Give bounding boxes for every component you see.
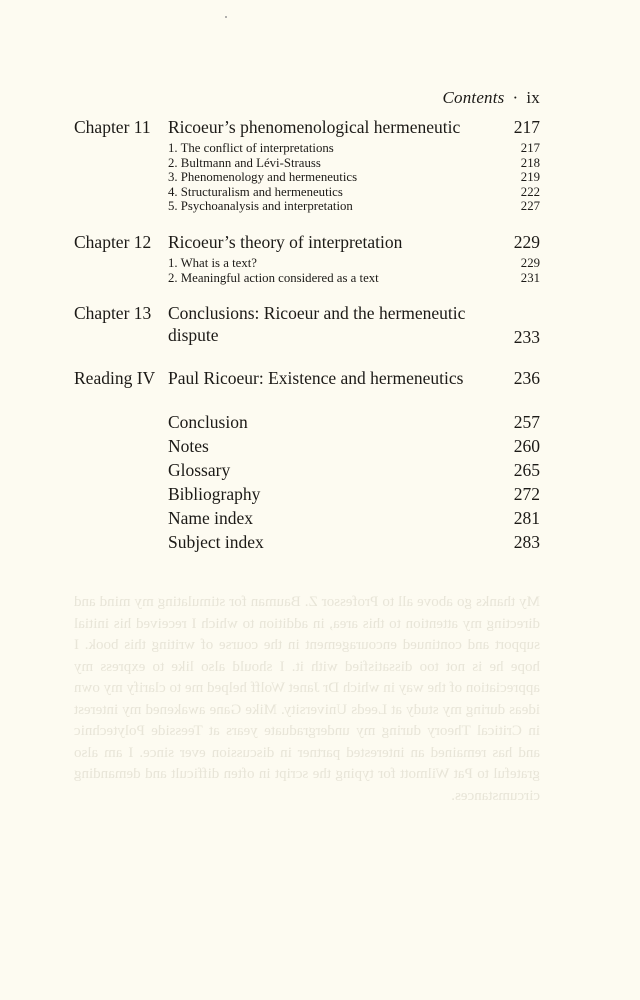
- section-page: 229: [520, 256, 540, 270]
- section-page: 222: [520, 184, 540, 199]
- back-matter-page: 257: [513, 412, 540, 432]
- toc-chapter-11: [74, 117, 540, 214]
- back-matter-page: 260: [513, 436, 540, 456]
- back-matter-page: 265: [513, 460, 540, 480]
- reading-label: Reading IV: [74, 368, 156, 388]
- chapter-page: 229: [513, 232, 540, 252]
- section-entry: [74, 271, 540, 286]
- chapter-label: Chapter 12: [74, 232, 152, 252]
- back-matter-page: 281: [513, 508, 540, 528]
- chapter-page: 217: [513, 117, 540, 137]
- back-matter-entry: [74, 460, 540, 484]
- back-matter-title[interactable]: Subject index: [168, 532, 264, 552]
- chapter-heading: [74, 117, 540, 141]
- section-title[interactable]: 5. Psychoanalysis and interpretation: [168, 199, 353, 213]
- back-matter-list: [74, 412, 540, 556]
- page-number: ix: [526, 88, 540, 107]
- back-matter-entry: [74, 508, 540, 532]
- reading-page: 236: [513, 368, 540, 388]
- chapter-label: Chapter 11: [74, 117, 151, 137]
- running-head-title: Contents: [442, 88, 505, 107]
- chapter-label: Chapter 13: [74, 303, 152, 323]
- toc-chapter-13: [74, 303, 540, 349]
- toc-reading-iv: [74, 368, 540, 392]
- section-page: 218: [520, 155, 540, 170]
- chapter-title-line2[interactable]: dispute: [168, 325, 219, 345]
- back-matter-title[interactable]: Notes: [168, 436, 209, 456]
- back-matter-title[interactable]: Bibliography: [168, 484, 261, 504]
- section-title[interactable]: 2. Meaningful action considered as a text: [168, 270, 379, 285]
- section-page: 219: [520, 170, 540, 184]
- section-title[interactable]: 1. The conflict of interpretations: [168, 141, 334, 155]
- section-title[interactable]: 3. Phenomenology and hermeneutics: [168, 170, 358, 184]
- section-entry: [74, 141, 540, 156]
- section-entry: [74, 156, 540, 171]
- running-head-separator: ·: [512, 88, 519, 107]
- section-title[interactable]: 1. What is a text?: [168, 256, 257, 270]
- chapter-page: 233: [513, 327, 540, 347]
- reading-heading: [74, 368, 540, 392]
- section-page: 217: [520, 141, 540, 155]
- running-head: [442, 88, 540, 108]
- back-matter-title[interactable]: Glossary: [168, 460, 231, 480]
- toc-chapter-12: [74, 232, 540, 285]
- section-title[interactable]: 2. Bultmann and Lévi-Strauss: [168, 155, 321, 170]
- speck: [225, 16, 227, 18]
- section-page: 227: [520, 199, 540, 213]
- back-matter-entry: [74, 484, 540, 508]
- section-entry: [74, 256, 540, 271]
- section-entry: [74, 185, 540, 200]
- bleed-through-text: My thanks go above all to Professor Z. Bauman for stimulating my mind and directing my attention to this area, in addition to which I received his initial support and continued encouragement in the course of writing this book. I hope he is not too dissatisfied with it. I should also like to express my appreciation of the way in which Dr Janet Wolff helped me to clarify my own ideas during my study at Leeds University. Mike Gane awakened my interest in Critical Theory during my undergraduate years at Teesside Polytechnic and has remained an interested partner in discussion ever since. I am also grateful to Pat Wilmott for typing the script in often difficult and demanding circumstances.: [74, 594, 540, 804]
- back-matter-entry: [74, 412, 540, 436]
- chapter-title-line1[interactable]: Conclusions: Ricoeur and the hermeneutic: [168, 303, 466, 323]
- back-matter-page: 272: [513, 484, 540, 504]
- back-matter-title[interactable]: Conclusion: [168, 412, 248, 432]
- back-matter-page: 283: [513, 532, 540, 552]
- section-page: 231: [520, 270, 540, 285]
- section-entry: [74, 170, 540, 185]
- section-title[interactable]: 4. Structuralism and hermeneutics: [168, 184, 343, 199]
- chapter-heading: [74, 303, 540, 349]
- reading-title[interactable]: Paul Ricoeur: Existence and hermeneutics: [168, 368, 464, 388]
- chapter-title[interactable]: Ricoeur’s phenomenological hermeneutic: [168, 117, 461, 137]
- back-matter-entry: [74, 436, 540, 460]
- section-entry: [74, 199, 540, 214]
- back-matter-title[interactable]: Name index: [168, 508, 254, 528]
- chapter-title[interactable]: Ricoeur’s theory of interpretation: [168, 232, 403, 252]
- back-matter-entry: [74, 532, 540, 556]
- chapter-heading: [74, 232, 540, 256]
